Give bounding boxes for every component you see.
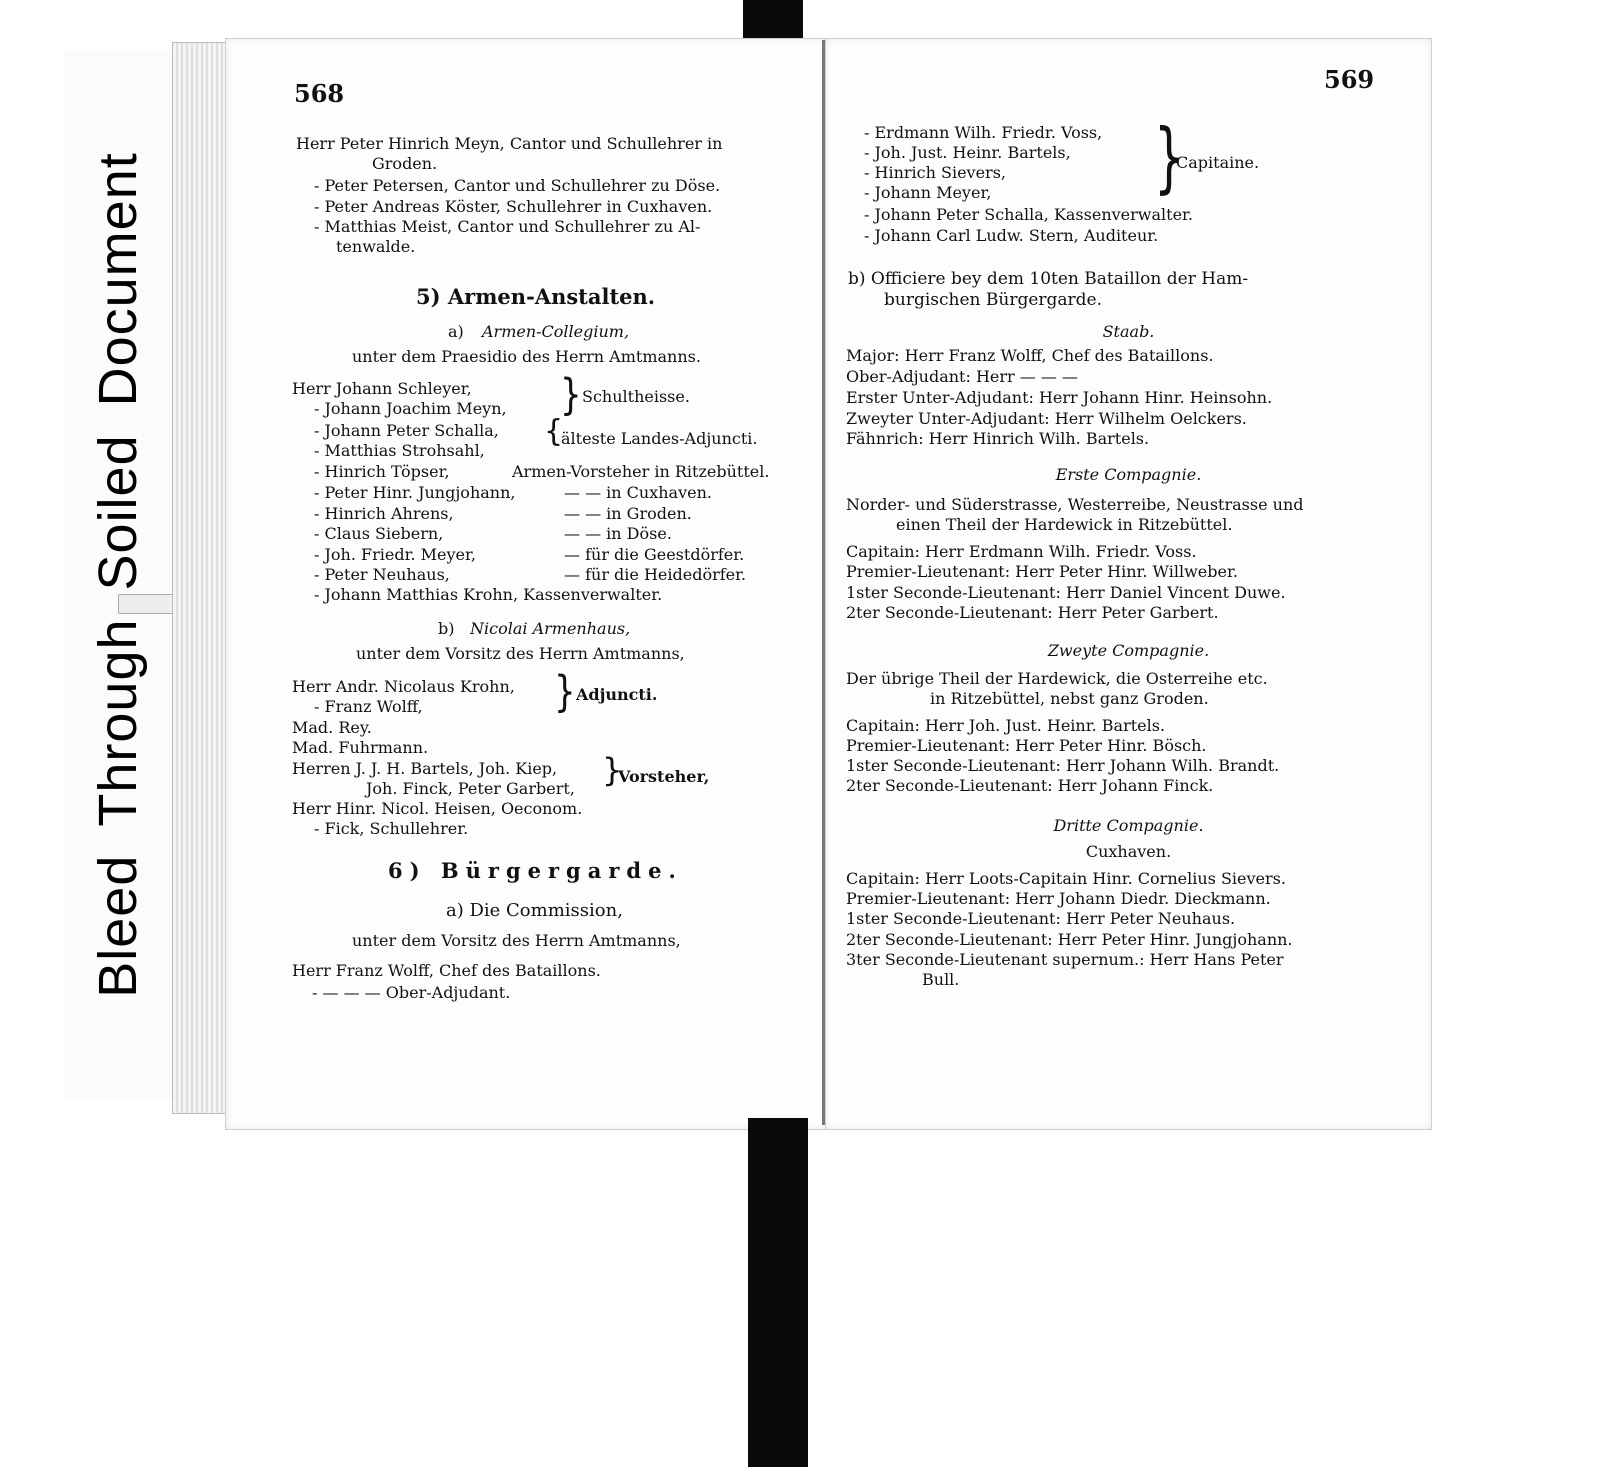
text-line: - Peter Hinr. Jungjohann, bbox=[314, 483, 516, 502]
text-line: in Ritzebüttel, nebst ganz Groden. bbox=[930, 689, 1209, 708]
text-line: 2ter Seconde-Lieutenant: Herr Peter Hinr. Jungjohann. bbox=[846, 930, 1293, 949]
label-word: Through bbox=[88, 618, 148, 827]
brace: } bbox=[602, 751, 623, 789]
text-line: Capitain: Herr Joh. Just. Heinr. Bartels. bbox=[846, 716, 1166, 735]
text-line: tenwalde. bbox=[336, 237, 416, 256]
section-title: b) Officiere bey dem 10ten Bataillon der Ham- bbox=[848, 269, 1249, 289]
text-line: Erster Unter-Adjudant: Herr Johann Hinr. Heinsohn. bbox=[846, 388, 1273, 407]
text-line: 2ter Seconde-Lieutenant: Herr Peter Garbert. bbox=[846, 603, 1219, 622]
text-line: Capitain: Herr Erdmann Wilh. Friedr. Voss. bbox=[846, 542, 1197, 561]
text-line: Mad. Fuhrmann. bbox=[292, 738, 429, 757]
subsection-heading: Zweyte Compagnie. bbox=[1047, 641, 1210, 660]
page-number: 568 bbox=[294, 79, 345, 108]
text-line: Armen-Vorsteher in Ritzebüttel. bbox=[512, 462, 770, 481]
text-line: - Joh. Friedr. Meyer, bbox=[314, 545, 476, 564]
text-line: 1ster Seconde-Lieutenant: Herr Daniel Vincent Duwe. bbox=[846, 583, 1286, 602]
page-number: 569 bbox=[1324, 65, 1375, 94]
text-line: 2ter Seconde-Lieutenant: Herr Johann Finck. bbox=[846, 776, 1214, 795]
group-label: Adjuncti. bbox=[576, 685, 658, 704]
text-line: Der übrige Theil der Hardewick, die Osterreihe etc. bbox=[846, 669, 1268, 688]
text-line: Ober-Adjudant: Herr — — — bbox=[846, 367, 1078, 386]
left-page bbox=[225, 38, 827, 1130]
group-label: Vorsteher, bbox=[618, 767, 710, 786]
text-line: unter dem Vorsitz des Herrn Amtmanns, bbox=[352, 931, 681, 950]
group-label: Schultheisse. bbox=[582, 387, 690, 406]
subsection-prefix: b) bbox=[438, 619, 455, 638]
label-word: Soiled bbox=[88, 434, 148, 591]
right-page bbox=[825, 38, 1432, 1130]
text-line: - Hinrich Töpser, bbox=[314, 462, 450, 481]
text-line: 1ster Seconde-Lieutenant: Herr Johann Wilh. Brandt. bbox=[846, 756, 1280, 775]
text-line: - Franz Wolff, bbox=[314, 697, 423, 716]
text-line: Herr Hinr. Nicol. Heisen, Oeconom. bbox=[292, 799, 583, 818]
text-line: Herr Johann Schleyer, bbox=[292, 379, 472, 398]
subsection-prefix: a) bbox=[448, 322, 464, 341]
text-line: Herr Andr. Nicolaus Krohn, bbox=[292, 677, 515, 696]
brace: } bbox=[1154, 113, 1185, 203]
text-line: Mad. Rey. bbox=[292, 718, 372, 737]
text-line: einen Theil der Hardewick in Ritzebüttel. bbox=[896, 515, 1233, 534]
text-line: - Matthias Strohsahl, bbox=[314, 441, 485, 460]
text-line: - Peter Petersen, Cantor und Schullehrer zu Döse. bbox=[314, 176, 721, 195]
brace: { bbox=[544, 414, 564, 449]
text-line: Joh. Finck, Peter Garbert, bbox=[366, 779, 575, 798]
text-line: Capitain: Herr Loots-Capitain Hinr. Cornelius Sievers. bbox=[846, 869, 1286, 888]
text-line: — — in Groden. bbox=[564, 504, 692, 523]
text-line: - Claus Siebern, bbox=[314, 524, 444, 543]
text-line: - Matthias Meist, Cantor und Schullehrer zu Al- bbox=[314, 217, 701, 236]
condition-label bbox=[87, 138, 149, 1012]
text-line: 1ster Seconde-Lieutenant: Herr Peter Neuhaus. bbox=[846, 909, 1236, 928]
group-label: Capitaine. bbox=[1176, 153, 1260, 172]
text-line: — — in Döse. bbox=[564, 524, 672, 543]
label-word: Document bbox=[88, 152, 148, 407]
text-line: - Johann Peter Schalla, Kassenverwalter. bbox=[864, 205, 1194, 224]
brace: } bbox=[560, 370, 582, 420]
brace: } bbox=[554, 667, 576, 717]
text-line: - Fick, Schullehrer. bbox=[314, 819, 469, 838]
text-line: Norder- und Süderstrasse, Westerreibe, Neustrasse und bbox=[846, 495, 1304, 514]
text-line: - Johann Carl Ludw. Stern, Auditeur. bbox=[864, 226, 1159, 245]
text-line: Herr Franz Wolff, Chef des Bataillons. bbox=[292, 961, 601, 980]
group-label: älteste Landes-Adjuncti. bbox=[561, 429, 758, 448]
text-line: Fähnrich: Herr Hinrich Wilh. Bartels. bbox=[846, 429, 1150, 448]
text-line: 3ter Seconde-Lieutenant supernum.: Herr Hans Peter bbox=[846, 950, 1284, 969]
text-line: - Peter Neuhaus, bbox=[314, 565, 450, 584]
text-line: — für die Heidedörfer. bbox=[564, 565, 747, 584]
text-line: Herren J. J. H. Bartels, Joh. Kiep, bbox=[292, 759, 558, 778]
text-line: Premier-Lieutenant: Herr Peter Hinr. Willweber. bbox=[846, 562, 1238, 581]
text-line: - Erdmann Wilh. Friedr. Voss, bbox=[864, 123, 1103, 142]
subsection-heading: Dritte Compagnie. bbox=[1053, 816, 1204, 835]
text-line: Premier-Lieutenant: Herr Peter Hinr. Bösch. bbox=[846, 736, 1207, 755]
subsection-title: Armen-Collegium, bbox=[482, 322, 630, 341]
subsection-title: a) Die Commission, bbox=[446, 900, 623, 921]
section-title: 6) Bürgergarde. bbox=[388, 858, 683, 883]
text-line: unter dem Praesidio des Herrn Amtmanns. bbox=[352, 347, 701, 366]
text-line: — — in Cuxhaven. bbox=[564, 483, 712, 502]
spine-shadow-bottom bbox=[748, 1118, 808, 1467]
paper-clip bbox=[118, 594, 180, 614]
text-line: Groden. bbox=[372, 154, 438, 173]
text-line: unter dem Vorsitz des Herrn Amtmanns, bbox=[356, 644, 685, 663]
text-line: - Johann Meyer, bbox=[864, 183, 992, 202]
text-line: - — — — Ober-Adjudant. bbox=[312, 983, 511, 1002]
text-line: — für die Geestdörfer. bbox=[564, 545, 745, 564]
subsection-heading: Staab. bbox=[1102, 322, 1155, 341]
text-line: - Joh. Just. Heinr. Bartels, bbox=[864, 143, 1071, 162]
text-line: Major: Herr Franz Wolff, Chef des Bataillons. bbox=[846, 346, 1214, 365]
subsection-place: Cuxhaven. bbox=[1085, 842, 1172, 861]
text-line: Premier-Lieutenant: Herr Johann Diedr. Dieckmann. bbox=[846, 889, 1271, 908]
text-line: - Johann Matthias Krohn, Kassenverwalter. bbox=[314, 585, 663, 604]
text-line: - Hinrich Sievers, bbox=[864, 163, 1006, 182]
text-line: Bull. bbox=[922, 970, 960, 989]
section-title: 5) Armen-Anstalten. bbox=[416, 284, 656, 309]
label-word: Bleed bbox=[88, 854, 148, 998]
text-line: - Johann Joachim Meyn, bbox=[314, 399, 507, 418]
subsection-title: Nicolai Armenhaus, bbox=[470, 619, 631, 638]
section-title: burgischen Bürgergarde. bbox=[884, 290, 1103, 310]
subsection-heading: Erste Compagnie. bbox=[1055, 465, 1202, 484]
text-line: Herr Peter Hinrich Meyn, Cantor und Schullehrer in bbox=[296, 134, 723, 153]
text-line: - Hinrich Ahrens, bbox=[314, 504, 454, 523]
text-line: - Johann Peter Schalla, bbox=[314, 421, 499, 440]
text-line: Zweyter Unter-Adjudant: Herr Wilhelm Oelckers. bbox=[846, 409, 1247, 428]
text-line: - Peter Andreas Köster, Schullehrer in Cuxhaven. bbox=[314, 197, 713, 216]
